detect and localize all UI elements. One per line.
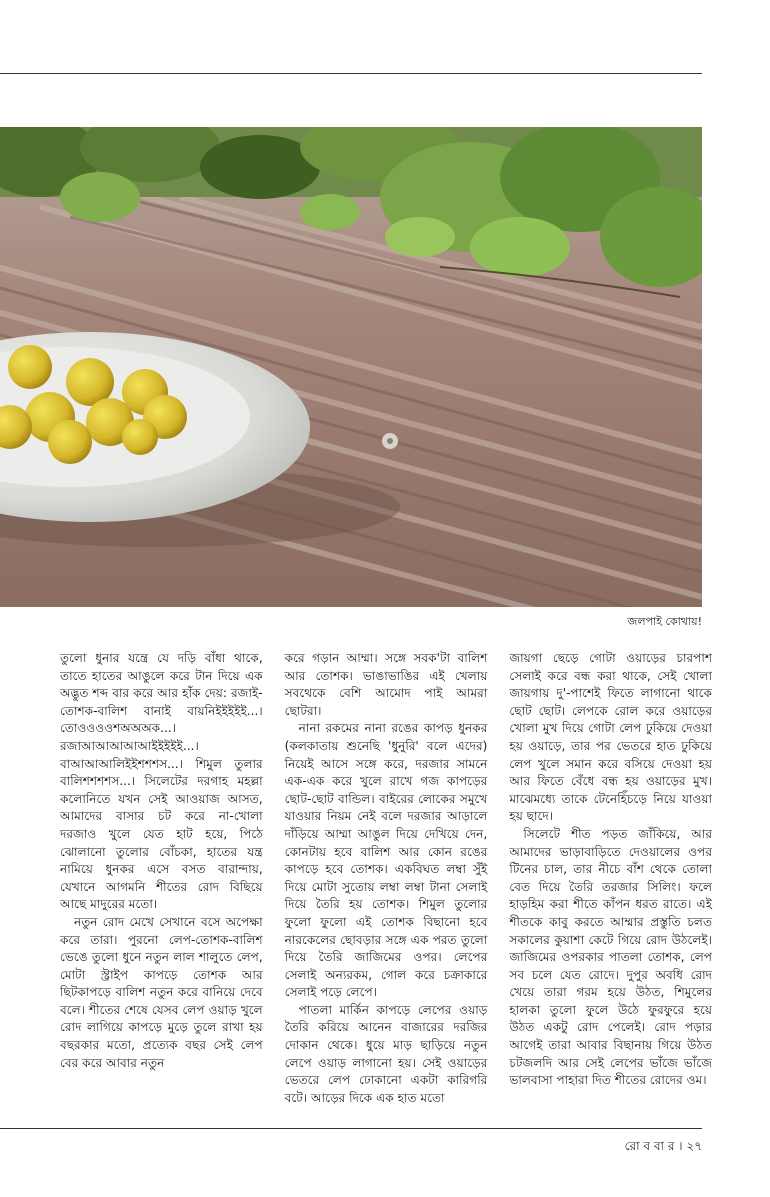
footer-separator: । <box>674 1139 687 1153</box>
paragraph: জায়গা ছেড়ে গোটা ওয়াড়ের চারপাশ সেলাই করে বন্ধ করা থাকে, সেই খোলা জায়গায় দু'-পাশেই ফিতে লাগানো থাকে ছোট ছোট। লেপকে রোল করে ওয়াড়ের খোলা মুখ দিয়ে গোটা লেপ ঢুকিয়ে দেওয়া হয় ওয়াড়ে, তার পর ভেতরে হাত ঢুকিয়ে লেপ খুলে সমান করে বসিয়ে দেওয়া হয় আর ফিতে বেঁধে বন্ধ হয় ওয়াড়ের মুখ। মাঝেমধ্যে তাকে টেনেহিঁচড়ে নিয়ে যাওয়া হয় ছাদে। <box>509 651 713 824</box>
text-column-1 <box>60 650 263 1120</box>
photo-illustration <box>0 127 702 607</box>
text-column-2 <box>285 650 488 1120</box>
photo-caption: জলপাই কোথায়! <box>627 615 702 628</box>
paragraph: নতুন রোদ মেখে সেখানে বসে অপেক্ষা করে তারা। পুরনো লেপ-তোশক-বালিশ ভেঙে তুলো ধুনে নতুন লাল শালুতে লেপ, মোটা স্ট্রাইপ কাপড়ে তোশক আর ছিটকাপড়ে বালিশ নতুন করে বানিয়ে দেবে বলে। শীতের শেষে যেসব লেপ ওয়াড় খুলে রোদ লাগিয়ে কাপড়ে মুড়ে তুলে রাখা হয় বছরকার মতো, প্রত্যেক বছর সেই লেপ বের করে আবার নতুন <box>60 914 263 1070</box>
page-number: ২৭ <box>686 1139 702 1153</box>
article-photo <box>0 127 702 607</box>
page-footer <box>625 1138 702 1158</box>
paragraph: নানা রকমের নানা রঙের কাপড় ধুনকর (কলকাতায় শুনেছি 'ধুনুরি' বলে এদের) নিয়েই আসে সঙ্গে করে, দরজার সামনে এক-এক করে খুলে রাখে গজ কাপড়ের ছোট-ছোট বান্ডিল। বাইরের লোকের সমুখে যাওয়ার নিয়ম নেই বলে দরজার আড়ালে দাঁড়িয়ে আম্মা আঙুল দিয়ে দেখিয়ে দেন, কোনটায় হবে বালিশ আর কোন রঙের কাপড়ে হবে তোশক। একবিঘত লম্বা সুঁই দিয়ে মোটা সুতোয় লম্বা লম্বা টানা সেলাই দিয়ে তৈরি হয় তোশক। শিমুল তুলোর ফুলো ফুলো এই তোশক বিছানো হবে নারকেলের ছোবড়ার সঙ্গে এক পরত তুলো দিয়ে তৈরি জাজিমের ওপর। লেপের সেলাই অন্যরকম, গোল করে চক্রাকারে সেলাই পড়ে লেপে। <box>284 721 488 1000</box>
paragraph: পাতলা মার্কিন কাপড়ে লেপের ওয়াড় তৈরি করিয়ে আনেন বাজারের দরজির দোকান থেকে। ধুয়ে মাড় ছাড়িয়ে নতুন লেপে ওয়াড় লাগানো হয়। সেই ওয়াড়ের ভেতরে লেপ ঢোকানো একটা কারিগরি বটে। আড়ের দিকে এক হাত মতো <box>284 1002 488 1105</box>
magazine-name: রো ব বা র <box>624 1139 675 1153</box>
article-body <box>60 650 712 1120</box>
text-column-3 <box>509 650 712 1120</box>
bottom-rule <box>0 1128 702 1129</box>
paragraph: করে গড়ান আম্মা। সঙ্গে সবক'টা বালিশ আর তোশক। ভাঙাভাঙির এই খেলায় সবথেকে বেশি আমোদ পাই আমরা ছোটরা। <box>284 651 488 718</box>
top-rule <box>0 73 702 74</box>
paragraph: তুলো ধুনার যন্ত্রে যে দড়ি বাঁধা থাকে, তাতে হাতের আঙুলে করে টান দিয়ে এক অদ্ভুত শব্দ বার করে আর হাঁক দেয়: রজাই-তোশক-বালিশ বানাই বায়নিইইইইই...। তোওওওওশঅঅঅক...। রজাআআআআআইইইইই...। বাআআআলিইইশশশস...। শিমুল তুলার বালিশশশশস...। সিলেটের দরগাহ মহল্লা কলোনিতে যখন সেই আওয়াজ আসত, আমাদের বাসার চট করে না-খোলা দরজাও খুলে যেত হাট হয়ে, পিঠে ঝোলানো তুলোর বোঁচকা, হাতের যন্ত্র নামিয়ে ধুনকর এসে বসত বারান্দায়, যেখানে আগমনি শীতের রোদ বিছিয়ে আছে মাদুরের মতো। <box>60 651 263 912</box>
paragraph: সিলেটে শীত পড়ত জাঁকিয়ে, আর আমাদের ভাড়াবাড়িতে দেওয়ালের ওপর টিনের চাল, তার নীচে বাঁশ থেকে তোলা বেত দিয়ে তৈরি তরজার সিলিং। ফলে হাড়হিম করা শীতে কাঁপন ধরত রাতে। এই শীতকে কাবু করতে আম্মার প্রস্তুতি চলত সকালের কুয়াশা কেটে গিয়ে রোদ উঠলেই। জাজিমের ওপরকার পাতলা তোশক, লেপ সব চলে যেত রোদে। দুপুর অবধি রোদ খেয়ে তারা গরম হয়ে উঠত, শিমুলের হালকা তুলো ফুলে উঠে ফুরফুরে হয়ে উঠত একটু রোদ পেলেই। রোদ পড়ার আগেই তারা আবার বিছানায় গিয়ে উঠত চটজলদি আর সেই লেপের ভাঁজে ভাঁজে ভালবাসা পাহারা দিত শীতের রোদের ওম। <box>509 826 713 1088</box>
